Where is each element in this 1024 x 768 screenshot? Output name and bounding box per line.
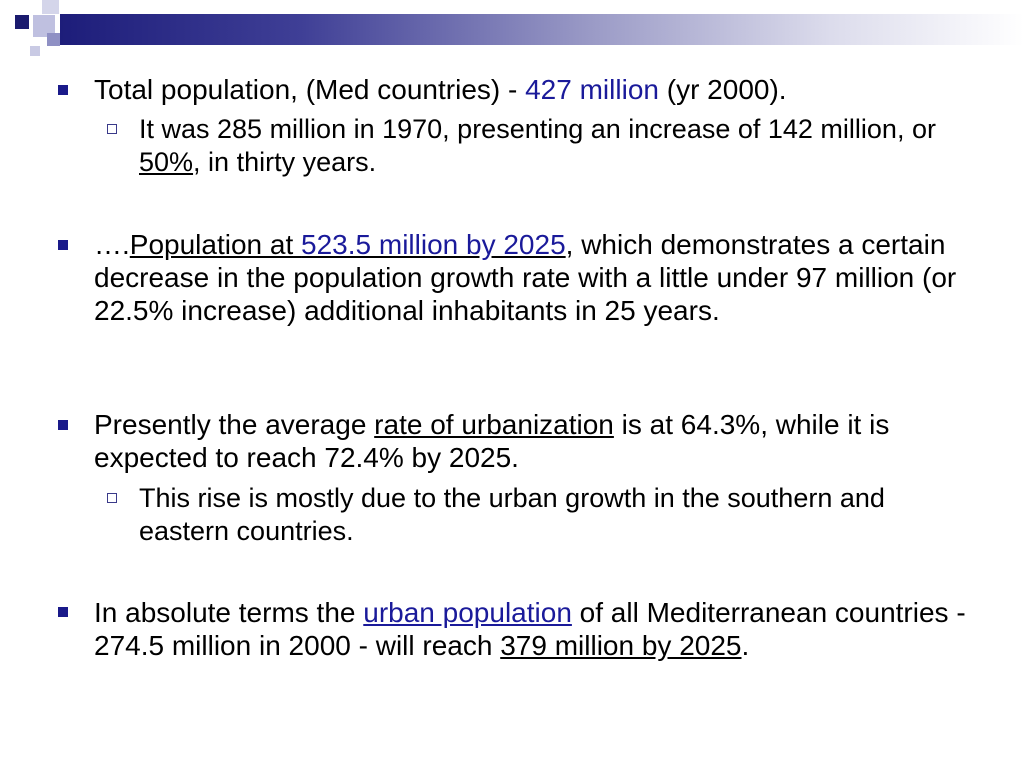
bullet-1-text <box>94 73 994 106</box>
b1-sub-pre: It was 285 million in 1970, presenting an increase of 142 million, or <box>139 114 936 144</box>
b3-pre: Presently the average <box>94 409 375 440</box>
b2-pre: …. <box>94 229 130 260</box>
bullet-square-icon <box>58 240 68 250</box>
bullet-square-icon <box>58 607 68 617</box>
b2-link-population[interactable] <box>130 229 566 260</box>
b4-link-379-million[interactable]: 379 million by 2025 <box>500 630 742 661</box>
b1-highlight-427-million: 427 million <box>525 74 659 105</box>
b4-mid: of all Mediterranean countries - 274.5 million in 2000 - will reach <box>94 597 966 661</box>
b4-pre: In absolute terms the <box>94 597 364 628</box>
b1-post: (yr 2000). <box>658 74 787 105</box>
b2-link-part-a: Population at <box>129 229 302 260</box>
bullet-1-sub-text <box>139 113 959 179</box>
b3-link-rate-of-urbanization[interactable]: rate of urbanization <box>374 409 614 440</box>
b1-sub-post: , in thirty years. <box>193 147 377 177</box>
b1-pre: Total population, (Med countries) - <box>94 74 526 105</box>
b3-post: is at 64.3%, while it is expected to reach 72.4% by 2025. <box>94 409 890 473</box>
bullet-2-text <box>94 228 994 327</box>
sub-bullet-hollow-square-icon <box>107 493 117 503</box>
b2-post: , which demonstrates a certain decrease in the population growth rate with a little under 97 million (or 22.5% increase) additional inhabitants in 25 years. <box>94 229 957 326</box>
b1-sub-link-50-percent[interactable]: 50% <box>139 147 194 177</box>
bullet-4-text <box>94 596 994 662</box>
sub-bullet-hollow-square-icon <box>107 124 117 134</box>
b2-link-part-b: 523.5 million by 2025 <box>301 229 566 260</box>
b4-post: . <box>741 630 750 661</box>
b4-link-urban-population[interactable]: urban population <box>363 597 572 628</box>
bullet-square-icon <box>58 420 68 430</box>
bullet-3-text <box>94 408 994 474</box>
bullet-3-sub-text: This rise is mostly due to the urban growth in the southern and eastern countries. <box>139 483 885 546</box>
bullet-square-icon <box>58 85 68 95</box>
